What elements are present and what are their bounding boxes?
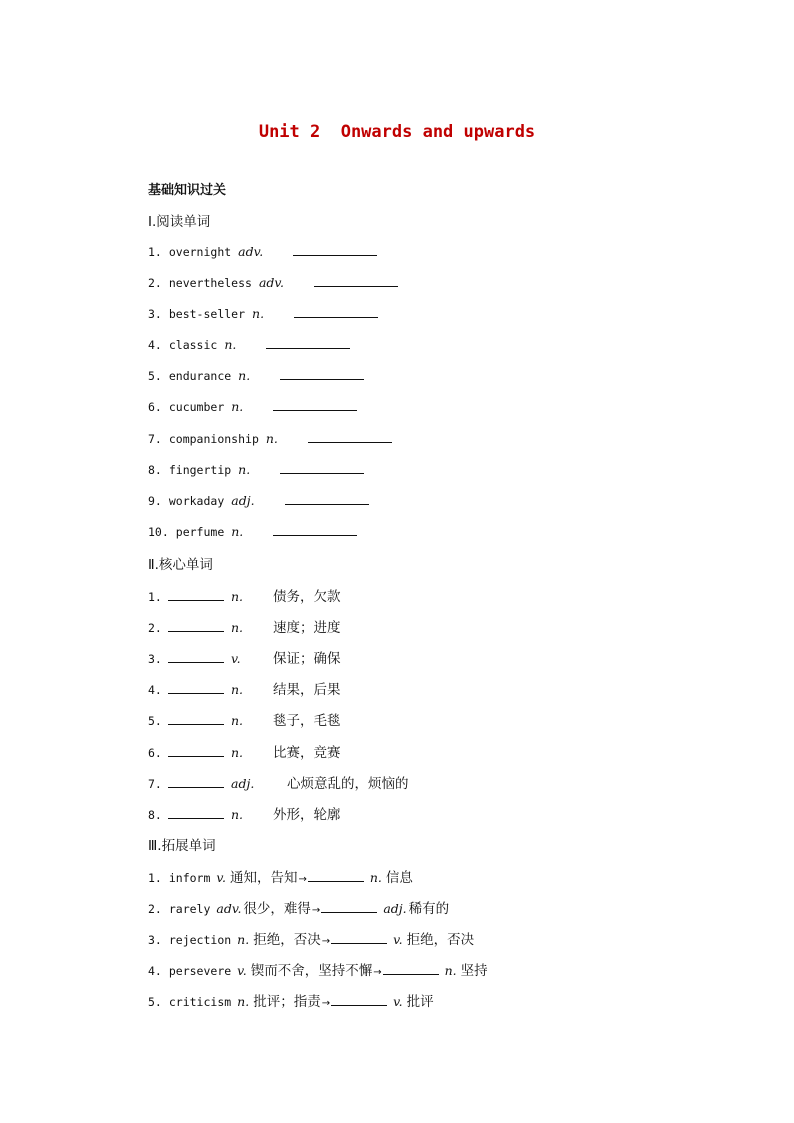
core-item bbox=[148, 616, 341, 634]
item-number: 2. bbox=[148, 621, 162, 635]
arrow-right-icon: → bbox=[321, 936, 331, 947]
target-pos: n. bbox=[369, 870, 382, 885]
item-pos: v. bbox=[216, 870, 226, 885]
target-meaning: 坚持 bbox=[460, 963, 488, 979]
item-meaning: 批评；指责 bbox=[253, 994, 321, 1010]
target-pos: v. bbox=[393, 932, 403, 947]
answer-blank[interactable] bbox=[168, 774, 224, 788]
item-pos: n. bbox=[265, 431, 278, 446]
extended-item bbox=[148, 959, 488, 977]
item-number: 10. bbox=[148, 525, 169, 539]
section-reading-label: Ⅰ.阅读单词 bbox=[148, 214, 211, 230]
item-number: 5. bbox=[148, 714, 162, 728]
reading-item bbox=[148, 273, 398, 291]
target-pos: v. bbox=[393, 994, 403, 1009]
item-word: classic bbox=[168, 338, 218, 352]
item-pos: n. bbox=[231, 589, 244, 604]
target-pos: adj. bbox=[383, 901, 407, 916]
item-number: 3. bbox=[148, 933, 162, 947]
answer-blank[interactable] bbox=[168, 743, 224, 757]
item-number: 8. bbox=[148, 808, 162, 822]
item-word: endurance bbox=[168, 369, 232, 383]
extended-item bbox=[148, 866, 413, 884]
item-word: best-seller bbox=[168, 307, 246, 321]
item-meaning: 外形，轮廓 bbox=[273, 807, 341, 823]
item-meaning: 锲而不舍，坚持不懈 bbox=[250, 963, 373, 979]
core-item bbox=[148, 647, 341, 665]
target-meaning: 批评 bbox=[406, 994, 434, 1010]
item-pos: n. bbox=[252, 306, 265, 321]
answer-blank[interactable] bbox=[280, 366, 364, 380]
item-word: perfume bbox=[175, 525, 225, 539]
item-word: persevere bbox=[168, 964, 232, 978]
item-number: 6. bbox=[148, 746, 162, 760]
item-number: 8. bbox=[148, 463, 162, 477]
document-title: Unit 2 Onwards and upwards bbox=[258, 122, 536, 142]
item-word: cucumber bbox=[168, 400, 225, 414]
answer-blank[interactable] bbox=[331, 930, 387, 944]
item-pos: n. bbox=[238, 462, 251, 477]
item-pos: n. bbox=[238, 368, 251, 383]
core-item bbox=[148, 803, 341, 821]
answer-blank[interactable] bbox=[168, 680, 224, 694]
section-extended-label: Ⅲ.拓展单词 bbox=[148, 838, 216, 854]
item-word: rarely bbox=[168, 902, 211, 916]
item-pos: adv. bbox=[258, 275, 284, 290]
item-meaning: 结果，后果 bbox=[273, 682, 341, 698]
item-meaning: 债务，欠款 bbox=[273, 589, 341, 605]
item-meaning: 保证；确保 bbox=[273, 651, 341, 667]
answer-blank[interactable] bbox=[383, 961, 439, 975]
section-core-label: Ⅱ.核心单词 bbox=[148, 557, 213, 573]
item-pos: n. bbox=[231, 682, 244, 697]
answer-blank[interactable] bbox=[331, 992, 387, 1006]
section-heading: 基础知识过关 bbox=[148, 183, 227, 198]
item-number: 5. bbox=[148, 369, 162, 383]
item-number: 2. bbox=[148, 902, 162, 916]
item-meaning: 很少，难得 bbox=[243, 901, 311, 917]
item-pos: n. bbox=[231, 745, 244, 760]
answer-blank[interactable] bbox=[321, 899, 377, 913]
target-pos: n. bbox=[444, 963, 457, 978]
reading-item bbox=[148, 460, 364, 478]
item-number: 4. bbox=[148, 683, 162, 697]
extended-item bbox=[148, 990, 434, 1008]
answer-blank[interactable] bbox=[308, 868, 364, 882]
extended-item bbox=[148, 928, 474, 946]
reading-item bbox=[148, 366, 364, 384]
target-meaning: 信息 bbox=[385, 870, 413, 886]
item-word: inform bbox=[168, 871, 211, 885]
item-number: 1. bbox=[148, 590, 162, 604]
item-pos: n. bbox=[231, 620, 244, 635]
reading-item bbox=[148, 491, 369, 509]
core-item bbox=[148, 709, 341, 727]
reading-item bbox=[148, 335, 350, 353]
item-pos: adv. bbox=[216, 901, 242, 916]
answer-blank[interactable] bbox=[168, 587, 224, 601]
answer-blank[interactable] bbox=[308, 429, 392, 443]
item-word: criticism bbox=[168, 995, 232, 1009]
answer-blank[interactable] bbox=[280, 460, 364, 474]
item-pos: adj. bbox=[231, 776, 255, 791]
arrow-right-icon: → bbox=[311, 905, 321, 916]
item-number: 7. bbox=[148, 432, 162, 446]
item-number: 1. bbox=[148, 871, 162, 885]
item-word: rejection bbox=[168, 933, 232, 947]
core-item bbox=[148, 678, 341, 696]
item-word: fingertip bbox=[168, 463, 232, 477]
item-number: 1. bbox=[148, 245, 162, 259]
arrow-right-icon: → bbox=[373, 967, 382, 978]
item-word: companionship bbox=[168, 432, 259, 446]
item-number: 5. bbox=[148, 995, 162, 1009]
item-number: 3. bbox=[148, 652, 162, 666]
item-pos: n. bbox=[231, 713, 244, 728]
core-item bbox=[148, 585, 341, 603]
item-meaning: 速度；进度 bbox=[273, 620, 341, 636]
item-pos: adv. bbox=[238, 244, 264, 259]
item-word: nevertheless bbox=[168, 276, 252, 290]
answer-blank[interactable] bbox=[273, 397, 357, 411]
item-meaning: 通知，告知 bbox=[229, 870, 298, 886]
item-pos: v. bbox=[237, 963, 247, 978]
answer-blank[interactable] bbox=[314, 273, 398, 287]
answer-blank[interactable] bbox=[273, 522, 357, 536]
item-number: 6. bbox=[148, 400, 162, 414]
answer-blank[interactable] bbox=[168, 618, 224, 632]
item-pos: n. bbox=[231, 524, 244, 539]
item-number: 9. bbox=[148, 494, 162, 508]
reading-item bbox=[148, 397, 357, 415]
answer-blank[interactable] bbox=[285, 491, 369, 505]
item-pos: n. bbox=[224, 337, 237, 352]
item-pos: n. bbox=[231, 399, 244, 414]
item-meaning: 毯子，毛毯 bbox=[273, 713, 341, 729]
answer-blank[interactable] bbox=[168, 711, 224, 725]
item-pos: n. bbox=[237, 932, 250, 947]
item-number: 4. bbox=[148, 964, 162, 978]
answer-blank[interactable] bbox=[293, 242, 377, 256]
arrow-right-icon: → bbox=[321, 998, 331, 1009]
item-meaning: 比赛，竞赛 bbox=[273, 745, 341, 761]
core-item bbox=[148, 741, 341, 759]
arrow-right-icon: → bbox=[298, 874, 307, 885]
answer-blank[interactable] bbox=[168, 649, 224, 663]
item-number: 4. bbox=[148, 338, 162, 352]
item-number: 2. bbox=[148, 276, 162, 290]
item-meaning: 心烦意乱的，烦恼的 bbox=[287, 776, 409, 792]
reading-item bbox=[148, 429, 392, 447]
target-meaning: 拒绝，否决 bbox=[406, 932, 475, 948]
item-meaning: 拒绝，否决 bbox=[253, 932, 321, 948]
item-number: 7. bbox=[148, 777, 162, 791]
item-word: overnight bbox=[168, 245, 232, 259]
extended-item bbox=[148, 897, 449, 915]
reading-item bbox=[148, 304, 378, 322]
reading-item bbox=[148, 242, 377, 260]
item-pos: adj. bbox=[231, 493, 255, 508]
item-word: workaday bbox=[168, 494, 225, 508]
core-item bbox=[148, 772, 409, 790]
target-meaning: 稀有的 bbox=[408, 901, 450, 917]
item-number: 3. bbox=[148, 307, 162, 321]
item-pos: n. bbox=[237, 994, 250, 1009]
answer-blank[interactable] bbox=[266, 335, 350, 349]
reading-item bbox=[148, 522, 357, 540]
answer-blank[interactable] bbox=[168, 805, 224, 819]
answer-blank[interactable] bbox=[294, 304, 378, 318]
item-pos: n. bbox=[231, 807, 244, 822]
item-pos: v. bbox=[231, 651, 241, 666]
